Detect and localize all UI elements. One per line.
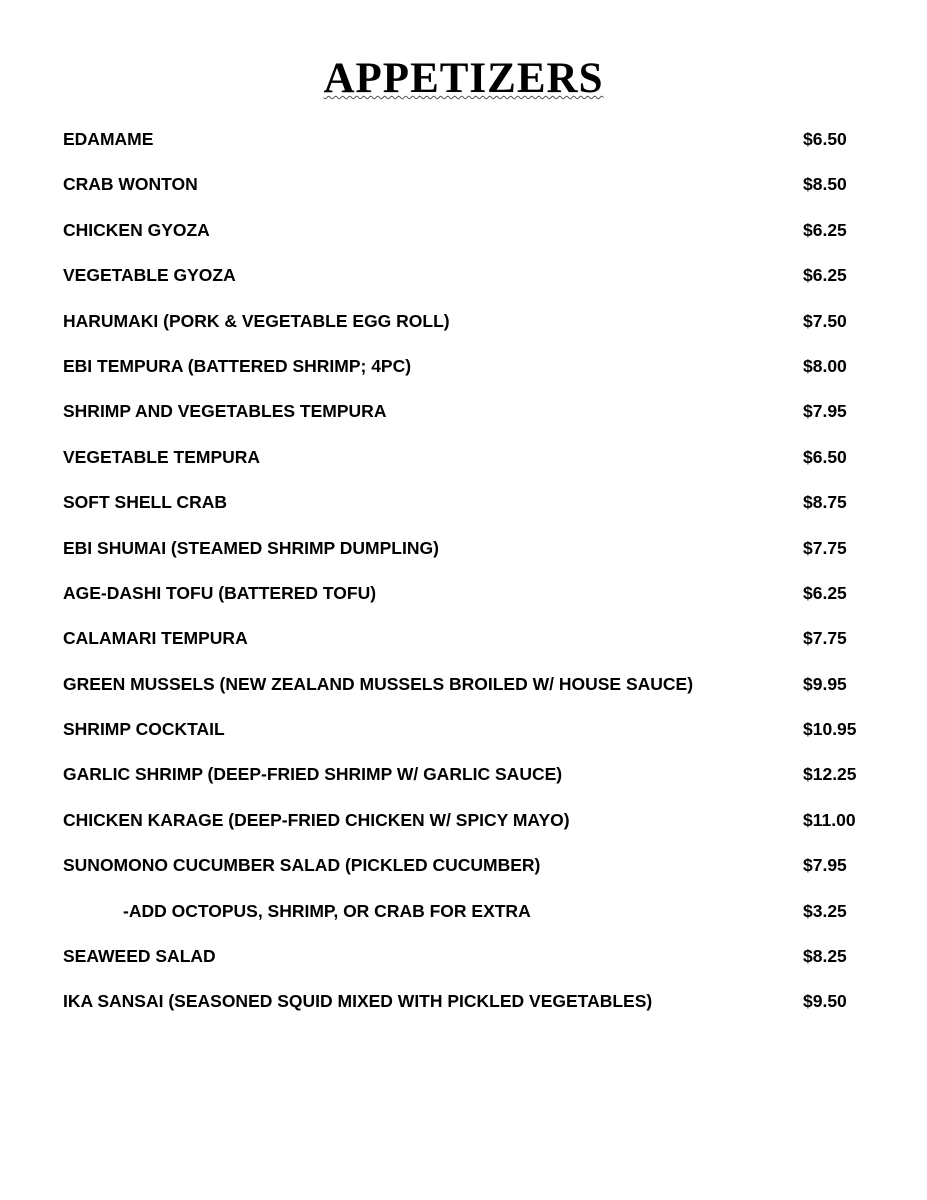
item-name: EDAMAME [63,129,154,149]
menu-item-addon [63,898,883,943]
item-price: $6.25 [803,219,847,240]
menu-item [63,489,883,534]
item-name: EBI TEMPURA (BATTERED SHRIMP; 4PC) [63,355,412,376]
item-name: SOFT SHELL CRAB [63,492,227,513]
menu-item [63,126,883,171]
item-price: $11.00 [803,809,856,830]
item-price: $12.25 [803,764,857,785]
item-name: -ADD OCTOPUS, SHRIMP, OR CRAB FOR EXTRA [123,900,531,921]
item-name: GREEN MUSSELS (NEW ZEALAND MUSSELS BROILED W/ HOUSE SAUCE) [63,673,694,694]
item-price: $7.95 [803,855,847,876]
menu-item [63,988,883,1033]
menu-item [63,262,883,307]
item-price: $6.25 [803,582,847,603]
item-price: $3.25 [803,900,847,921]
menu-item [63,852,883,897]
page-title [0,55,927,105]
item-price: $7.95 [803,401,847,422]
item-name: CHICKEN GYOZA [63,219,210,240]
item-name: AGE-DASHI TOFU (BATTERED TOFU) [63,582,377,603]
item-name: HARUMAKI (PORK & VEGETABLE EGG ROLL) [63,310,450,331]
item-price: $6.25 [803,265,847,286]
item-price: $7.50 [803,310,847,331]
item-price: $8.25 [803,946,847,967]
item-name: VEGETABLE GYOZA [63,265,236,286]
menu-item [63,807,883,852]
item-price: $8.75 [803,492,847,513]
page-title-text: APPETIZERS [323,55,604,102]
item-price: $9.50 [803,991,847,1012]
menu-item [63,444,883,489]
item-name: SHRIMP AND VEGETABLES TEMPURA [63,401,387,422]
menu-item [63,535,883,580]
item-name: GARLIC SHRIMP (DEEP-FRIED SHRIMP W/ GARLIC SAUCE) [63,764,563,785]
item-name: SEAWEED SALAD [63,946,216,967]
item-price: $8.50 [803,174,847,195]
menu-item [63,580,883,625]
menu-item [63,353,883,398]
item-name: IKA SANSAI (SEASONED SQUID MIXED WITH PICKLED VEGETABLES) [63,991,653,1012]
menu-item [63,398,883,443]
item-price: $9.95 [803,673,847,694]
menu-item [63,716,883,761]
item-price: $7.75 [803,628,847,649]
item-price: $6.50 [803,446,847,467]
menu-item [63,308,883,353]
menu-item [63,171,883,216]
menu-item [63,625,883,670]
item-name: EBI SHUMAI (STEAMED SHRIMP DUMPLING) [63,537,439,558]
item-name: VEGETABLE TEMPURA [63,446,261,467]
menu-item [63,761,883,806]
item-price: $6.50 [803,129,847,149]
appetizer-list [63,126,883,1034]
item-name: SUNOMONO CUCUMBER SALAD (PICKLED CUCUMBER) [63,855,541,876]
menu-item [63,943,883,988]
item-price: $7.75 [803,537,847,558]
item-price: $10.95 [803,719,857,740]
menu-item [63,217,883,262]
item-name: CHICKEN KARAGE (DEEP-FRIED CHICKEN W/ SPICY MAYO) [63,809,570,830]
item-name: SHRIMP COCKTAIL [63,719,225,740]
item-name: CRAB WONTON [63,174,198,195]
item-name: CALAMARI TEMPURA [63,628,248,649]
item-price: $8.00 [803,355,847,376]
menu-item [63,671,883,716]
